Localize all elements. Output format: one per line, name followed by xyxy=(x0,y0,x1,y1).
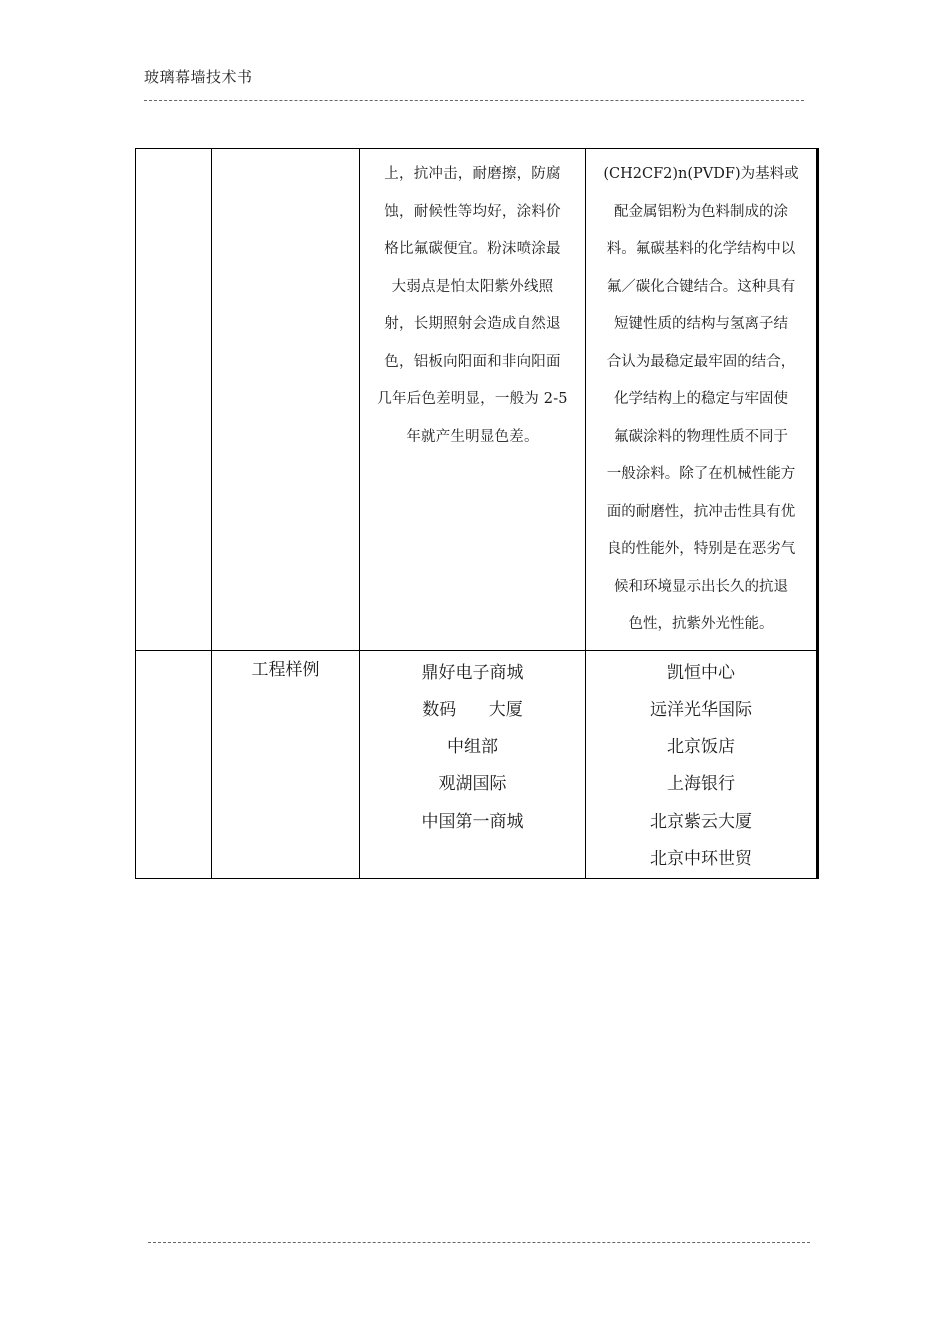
list-item: 观湖国际 xyxy=(438,774,507,795)
table-cell-fluorocarbon-projects xyxy=(586,650,818,879)
list-item: 北京中环世贸 xyxy=(650,848,752,869)
table-row xyxy=(136,149,818,651)
table-cell-fluorocarbon xyxy=(586,149,818,651)
list-item: 凯恒中心 xyxy=(667,662,735,683)
fluorocarbon-project-list xyxy=(586,651,816,879)
powder-coating-project-list xyxy=(360,651,585,841)
list-item: 鼎好电子商城 xyxy=(421,662,524,683)
table-cell-powder-coating xyxy=(360,149,586,651)
list-item: 北京紫云大厦 xyxy=(650,811,752,832)
table-cell-empty xyxy=(212,149,360,651)
table-cell-powder-projects xyxy=(360,650,586,879)
list-item: 北京饭店 xyxy=(667,737,735,758)
table-row xyxy=(136,650,818,879)
footer-divider xyxy=(148,1242,810,1243)
table-cell-empty xyxy=(136,149,212,651)
table-cell-label xyxy=(212,650,360,879)
table-cell-empty xyxy=(136,650,212,879)
header-divider xyxy=(144,100,804,101)
list-item: 远洋光华国际 xyxy=(650,699,752,720)
list-item: 中国第一商城 xyxy=(421,811,524,832)
document-header-title: 玻璃幕墙技术书 xyxy=(144,68,253,86)
list-item: 上海银行 xyxy=(667,774,735,795)
powder-coating-description: 上，抗冲击，耐磨擦，防腐 蚀，耐候性等均好，涂料价 格比氟碳便宜。粉沫喷涂最 大弱点是怕太阳紫外线照 射，长期照射会造成自然退 色，铝板向阳面和非向阳面 几年后色差明显，一般为 2-5 年就产生明显色差。 xyxy=(377,166,568,445)
list-item: 数码 大厦 xyxy=(422,699,523,720)
list-item: 中组部 xyxy=(447,737,498,758)
fluorocarbon-description: (CH2CF2)n(PVDF)为基料或 配金属铝粉为色料制成的涂 料。氟碳基料的化学结构中以 氟／碳化合键结合。这种具有 短键性质的结构与氢离子结 合认为最稳定最牢固的结合， 化学结构上的稳定与牢固使 氟碳涂料的物理性质不同于 一般涂料。除了在机械性能方 面的耐磨性，抗冲击性具有优 良的性能外，特别是在恶劣气 候和环境显示出长久的抗退 色性，抗紫外光性能。 xyxy=(603,166,799,632)
spec-table xyxy=(135,148,819,879)
project-examples-label: 工程样例 xyxy=(251,659,320,680)
